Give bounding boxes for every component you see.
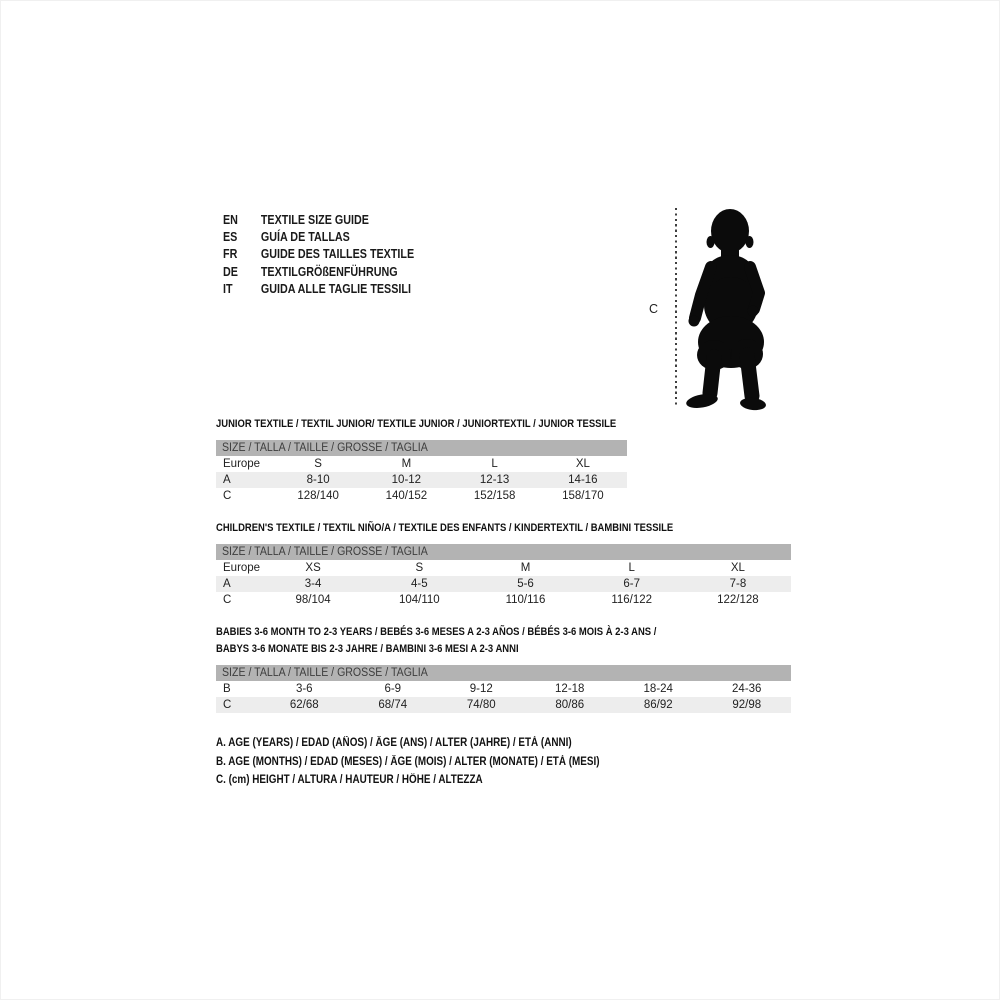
row-value: 7-8 <box>729 578 747 590</box>
size-table-junior <box>216 416 681 504</box>
row-value: 6-9 <box>384 682 402 695</box>
language-label: GUÍA DE TALLAS <box>260 230 350 245</box>
row-value: 18-24 <box>643 682 673 695</box>
row-value: 80/86 <box>555 698 585 711</box>
table-row <box>216 456 627 472</box>
row-value: 116/122 <box>611 594 653 606</box>
size-header-bar <box>216 665 791 681</box>
row-value: 4-5 <box>410 578 428 590</box>
language-code: DE <box>223 264 238 279</box>
language-label: GUIDA ALLE TAGLIE TESSILI <box>260 281 411 296</box>
table-row <box>216 681 791 697</box>
size-table <box>216 665 791 713</box>
row-value: XS <box>305 562 321 574</box>
row-value: 8-10 <box>306 474 330 486</box>
legend <box>216 734 662 790</box>
row-value: S <box>415 562 424 574</box>
row-value: 86/92 <box>643 698 673 711</box>
size-header-label: SIZE / TALLA / TAILLE / GRÖSSE / TAGLIA <box>222 546 428 558</box>
row-value: 152/158 <box>473 490 516 502</box>
row-value: 24-36 <box>732 682 762 695</box>
row-value: 104/110 <box>398 594 440 606</box>
size-table-rows <box>216 681 791 713</box>
language-list <box>223 212 445 298</box>
language-row <box>223 229 414 246</box>
legend-line-c: C. (cm) HEIGHT / ALTURA / HAUTEUR / HÖHE / ALTEZZA <box>216 774 483 787</box>
section-title <box>216 416 681 433</box>
row-value: XL <box>575 458 590 470</box>
language-code: FR <box>223 247 238 262</box>
language-label: TEXTILE SIZE GUIDE <box>260 213 369 227</box>
row-value: 128/140 <box>297 490 339 502</box>
section-title-line: BABYS 3-6 MONATE BIS 2-3 JAHRE / BAMBINI 3-6 MESI A 2-3 ANNI <box>216 642 519 655</box>
row-value: 12-13 <box>479 474 510 486</box>
section-title <box>216 520 791 537</box>
row-value: M <box>520 562 531 574</box>
row-value: 92/98 <box>732 698 762 711</box>
row-label: Europe <box>223 458 261 470</box>
height-label: C <box>649 302 659 316</box>
row-value: 122/128 <box>717 594 759 606</box>
row-value: 3-4 <box>304 578 322 590</box>
language-row <box>223 264 414 281</box>
legend-line-a: A. AGE (YEARS) / EDAD (AÑOS) / ÂGE (ANS) / ALTER (JAHRE) / ETÀ (ANNI) <box>216 737 572 749</box>
row-value: 62/68 <box>289 698 319 711</box>
size-table-babies <box>216 624 791 713</box>
section-title-line: JUNIOR TEXTILE / TEXTIL JUNIOR/ TEXTILE JUNIOR / JUNIORTEXTIL / JUNIOR TESSILE <box>216 418 617 430</box>
language-row <box>223 246 414 263</box>
section-title <box>216 624 791 657</box>
row-value: S <box>314 458 322 470</box>
section-title-line: CHILDREN'S TEXTILE / TEXTIL NIÑO/A / TEXTILE DES ENFANTS / KINDERTEXTIL / BAMBINI TESSILE <box>216 522 674 534</box>
table-row <box>216 488 627 504</box>
row-value: 3-6 <box>295 682 313 695</box>
language-code: IT <box>223 281 233 296</box>
size-header-label: SIZE / TALLA / TAILLE / GRÖSSE / TAGLIA <box>222 666 428 679</box>
row-value: 68/74 <box>378 698 408 711</box>
table-row <box>216 592 791 608</box>
size-table <box>216 544 791 608</box>
row-value: 110/116 <box>505 594 546 606</box>
language-row <box>223 281 414 298</box>
table-row <box>216 560 791 576</box>
row-value: 14-16 <box>568 474 598 486</box>
size-table <box>216 440 627 504</box>
row-label: A <box>223 474 231 486</box>
row-value: 10-12 <box>391 474 422 486</box>
row-value: 74/80 <box>466 698 496 711</box>
height-measure-line <box>675 208 677 408</box>
row-label: C <box>223 490 232 502</box>
section-title-line: BABIES 3-6 MONTH TO 2-3 YEARS / BEBÉS 3-6 MESES A 2-3 AÑOS / BÉBÉS 3-6 MOIS À 2-3 ANS / <box>216 626 657 638</box>
language-label: TEXTILGRÖßENFÜHRUNG <box>260 264 398 279</box>
row-value: 6-7 <box>623 578 641 590</box>
row-value: 12-18 <box>555 682 585 695</box>
row-label: B <box>223 682 231 695</box>
language-code: EN <box>223 213 238 227</box>
row-label: Europe <box>223 562 261 574</box>
row-value: 9-12 <box>469 682 493 695</box>
toddler-silhouette-icon <box>681 197 786 415</box>
row-value: 5-6 <box>517 578 534 590</box>
legend-line-b: B. AGE (MONTHS) / EDAD (MESES) / ÂGE (MOIS) / ALTER (MONATE) / ETÀ (MESI) <box>216 755 600 768</box>
row-label: A <box>223 578 231 590</box>
size-table-rows <box>216 560 791 608</box>
table-row <box>216 576 791 592</box>
language-label: GUIDE DES TAILLES TEXTILE <box>260 247 415 262</box>
row-label: C <box>223 594 232 606</box>
size-table-rows <box>216 456 627 504</box>
size-header-bar <box>216 544 791 560</box>
row-value: XL <box>730 562 745 574</box>
table-row <box>216 697 791 713</box>
size-header-bar <box>216 440 627 456</box>
row-value: 140/152 <box>385 490 428 502</box>
size-header-label: SIZE / TALLA / TAILLE / GRÖSSE / TAGLIA <box>222 442 428 454</box>
row-value: L <box>628 562 635 574</box>
table-row <box>216 472 627 488</box>
row-value: 158/170 <box>562 490 604 502</box>
language-code: ES <box>223 230 238 245</box>
row-label: C <box>223 698 232 711</box>
row-value: M <box>401 458 412 470</box>
language-row <box>223 212 414 229</box>
size-table-children <box>216 520 791 608</box>
row-value: 98/104 <box>295 594 331 606</box>
row-value: L <box>491 458 498 470</box>
